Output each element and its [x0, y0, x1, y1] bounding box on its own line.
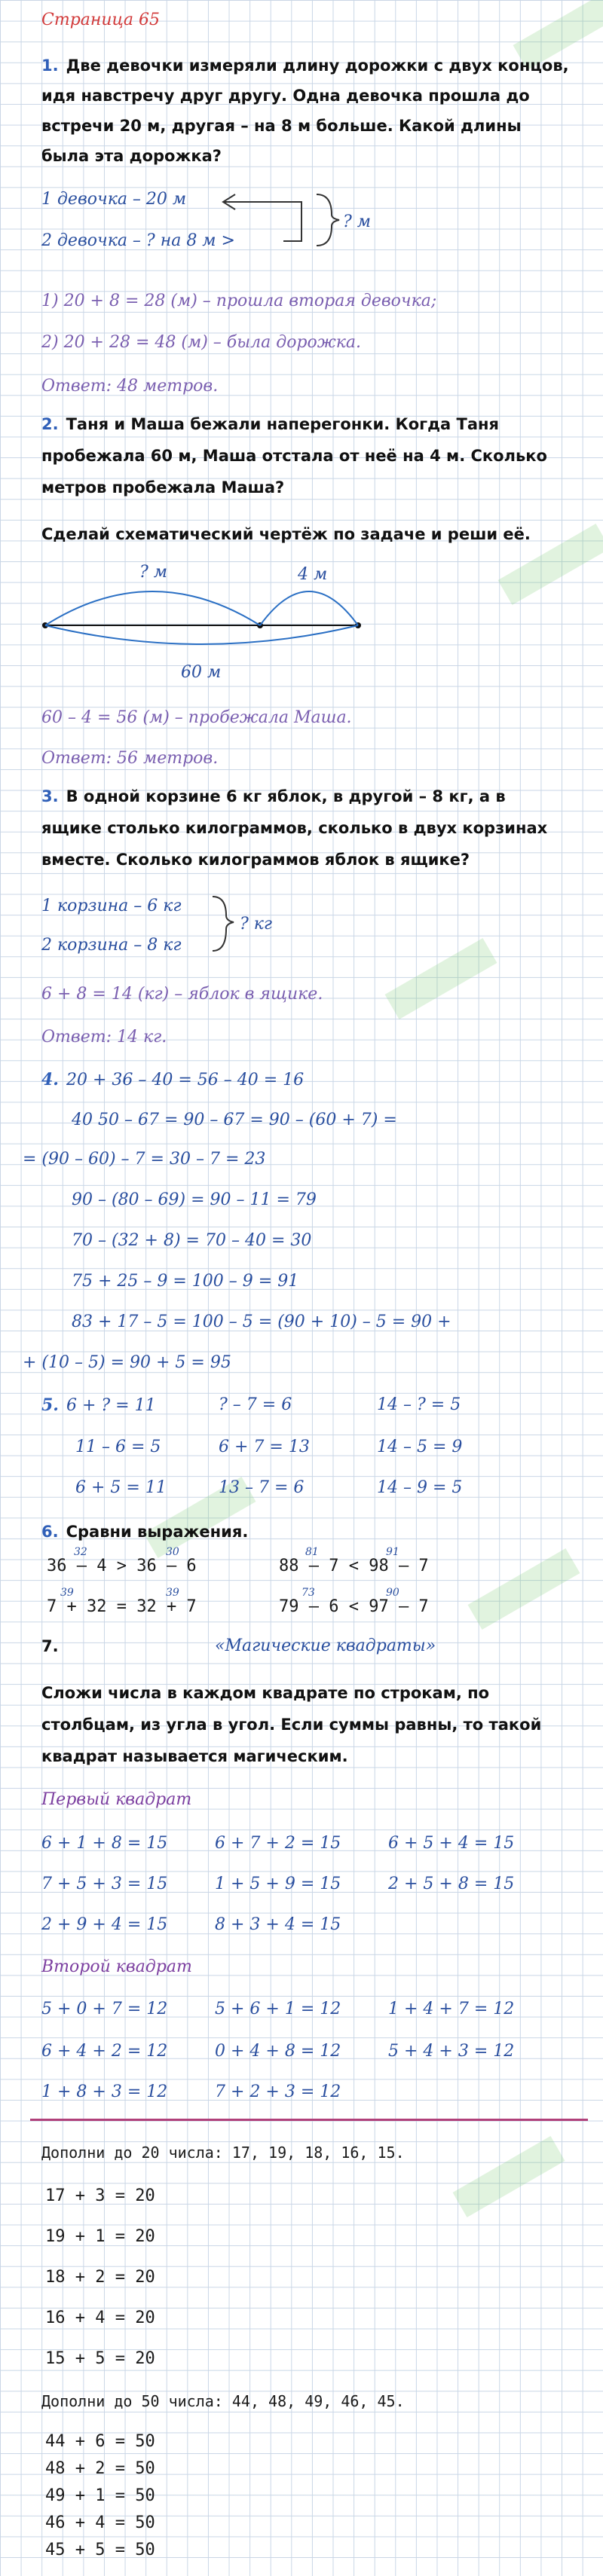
task3-scheme-total: ? кг [240, 915, 273, 934]
task3-line-3: вместе. Сколько килограммов яблок в ящике? [41, 851, 470, 869]
task2-answer: Ответ: 56 метров. [41, 749, 219, 768]
task1-scheme-2: 2 девочка – ? на 8 м > [41, 231, 235, 250]
task6-hint-5: 39 [60, 1587, 74, 1599]
task2-left-label: ? м [139, 563, 168, 582]
task2-number: 2. [41, 415, 59, 433]
task4-line-1: 4. 20 + 36 – 40 = 56 – 40 = 16 [41, 1070, 305, 1089]
square1-r1-c1: 6 + 1 + 8 = 15 [41, 1834, 168, 1853]
extra2-line-3: 49 + 1 = 50 [45, 2486, 155, 2505]
task1-step-2: 2) 20 + 28 = 48 (м) – была дорожка. [41, 333, 362, 352]
task4-line-3: = (90 – 60) – 7 = 30 – 7 = 23 [23, 1150, 266, 1169]
square2-r1-c3: 1 + 4 + 7 = 12 [388, 2000, 515, 2018]
task7-line-1: Сложи числа в каждом квадрате по строкам, по [41, 1684, 490, 1702]
extra2-line-5: 45 + 5 = 50 [45, 2541, 155, 2559]
task3-line-1: 3. В одной корзине 6 кг яблок, в другой – 8 кг, а в [41, 787, 506, 805]
square1-r2-c3: 2 + 5 + 8 = 15 [388, 1875, 515, 1893]
task6-number: 6. [41, 1523, 59, 1541]
task5-cell-1-1: 5. 6 + ? = 11 [41, 1395, 156, 1415]
task6-hint-7: 73 [302, 1587, 315, 1599]
task4-line-8: + (10 – 5) = 90 + 5 = 95 [23, 1353, 231, 1372]
task2-right-label: 4 м [298, 565, 328, 584]
task1-step-1: 1) 20 + 8 = 28 (м) – прошла вторая девочка; [41, 292, 437, 310]
task4-line-4: 90 – (80 – 69) = 90 – 11 = 79 [72, 1190, 317, 1209]
task1-scheme-total: ? м [343, 212, 372, 231]
task6-hint-6: 39 [166, 1587, 179, 1599]
square2-r2-c3: 5 + 4 + 3 = 12 [388, 2042, 515, 2061]
square1-r2-c1: 7 + 5 + 3 = 15 [41, 1875, 168, 1893]
task3-scheme-2: 2 корзина – 8 кг [41, 936, 182, 955]
task5-number: 5. [41, 1395, 59, 1415]
task3-bracket [0, 0, 603, 979]
task7-number: 7. [41, 1637, 59, 1655]
task6-title: 6. Сравни выражения. [41, 1523, 249, 1541]
extra2-line-1: 44 + 6 = 50 [45, 2432, 155, 2451]
task1-number: 1. [41, 57, 59, 75]
task4-line-6: 75 + 25 – 9 = 100 – 9 = 91 [72, 1272, 299, 1291]
task5-cell-2-2: 6 + 7 = 13 [219, 1438, 310, 1456]
task4-number: 4. [41, 1070, 59, 1089]
extra2-line-4: 46 + 4 = 50 [45, 2513, 155, 2532]
task7-heading: «Магические квадраты» [215, 1636, 436, 1655]
square1-label: Первый квадрат [41, 1790, 192, 1809]
task2-line-1: 2. Таня и Маша бежали наперегонки. Когда Таня [41, 415, 500, 433]
task1-line-1: 1. Две девочки измеряли длину дорожки с двух концов, [41, 57, 569, 75]
task3-line-2: ящике столько килограммов, сколько в двух корзинах [41, 819, 548, 837]
task6-hint-8: 90 [386, 1587, 399, 1599]
task7-line-2: столбцам, из угла в угол. Если суммы равны, то такой [41, 1716, 542, 1734]
square2-r1-c1: 5 + 0 + 7 = 12 [41, 2000, 168, 2018]
task1-answer: Ответ: 48 метров. [41, 377, 219, 396]
extra2-title: Дополни до 50 числа: 44, 48, 49, 46, 45. [41, 2392, 405, 2410]
extra1-line-1: 17 + 3 = 20 [45, 2186, 155, 2205]
square1-r3-c2: 8 + 3 + 4 = 15 [215, 1915, 341, 1934]
square2-r3-c2: 7 + 2 + 3 = 12 [215, 2082, 341, 2101]
section-divider [30, 2119, 588, 2121]
task5-cell-1-2: ? – 7 = 6 [219, 1395, 292, 1414]
task6-row-1-right: 88 – 7 < 98 – 7 [279, 1557, 429, 1575]
task3-solution: 6 + 8 = 14 (кг) – яблок в ящике. [41, 985, 323, 1004]
task3-answer: Ответ: 14 кг. [41, 1028, 167, 1047]
task2-total-label: 60 м [181, 663, 222, 682]
task4-line-5: 70 – (32 + 8) = 70 – 40 = 30 [72, 1231, 312, 1250]
task6-hint-4: 91 [386, 1546, 399, 1558]
square2-r2-c2: 0 + 4 + 8 = 12 [215, 2042, 341, 2061]
page-title: Страница 65 [41, 11, 161, 29]
task4-line-7: 83 + 17 – 5 = 100 – 5 = (90 + 10) – 5 = 90 + [72, 1312, 451, 1331]
extra1-line-5: 15 + 5 = 20 [45, 2349, 155, 2368]
square2-r3-c1: 1 + 8 + 3 = 12 [41, 2082, 168, 2101]
task5-cell-1-3: 14 – ? = 5 [377, 1395, 461, 1414]
square1-r1-c3: 6 + 5 + 4 = 15 [388, 1834, 515, 1853]
square2-label: Второй квадрат [41, 1957, 192, 1976]
task3-scheme-1: 1 корзина – 6 кг [41, 897, 182, 915]
extra1-line-3: 18 + 2 = 20 [45, 2268, 155, 2287]
square1-r3-c1: 2 + 9 + 4 = 15 [41, 1915, 168, 1934]
task6-row-2-left: 7 + 32 = 32 + 7 [47, 1597, 197, 1616]
task6-hint-3: 81 [305, 1546, 319, 1558]
task6-row-2-right: 79 – 6 < 97 – 7 [279, 1597, 429, 1616]
task6-row-1-left: 36 – 4 > 36 – 6 [47, 1557, 197, 1575]
task3-number: 3. [41, 787, 59, 805]
task2-line-3: метров пробежала Маша? [41, 478, 285, 497]
extra2-line-2: 48 + 2 = 50 [45, 2459, 155, 2478]
task6-hint-1: 32 [74, 1546, 87, 1558]
square2-r1-c2: 5 + 6 + 1 = 12 [215, 2000, 341, 2018]
task7-line-3: квадрат называется магическим. [41, 1747, 348, 1765]
task6-hint-2: 30 [166, 1546, 179, 1558]
task5-cell-3-2: 13 – 7 = 6 [219, 1478, 305, 1497]
task2-instruction: Сделай схематический чертёж по задаче и реши её. [41, 525, 531, 543]
task1-scheme-1: 1 девочка – 20 м [41, 190, 187, 209]
square1-r1-c2: 6 + 7 + 2 = 15 [215, 1834, 341, 1853]
square1-r2-c2: 1 + 5 + 9 = 15 [215, 1875, 341, 1893]
square2-r2-c1: 6 + 4 + 2 = 12 [41, 2042, 168, 2061]
task1-line-2: идя навстречу друг другу. Одна девочка прошла до [41, 87, 530, 105]
task5-cell-2-3: 14 – 5 = 9 [377, 1438, 463, 1456]
task5-cell-3-1: 6 + 5 = 11 [75, 1478, 167, 1497]
task5-cell-2-1: 11 – 6 = 5 [75, 1438, 161, 1456]
task4-line-2: 40 50 – 67 = 90 – 67 = 90 – (60 + 7) = [72, 1111, 397, 1129]
task1-line-3: встречи 20 м, другая – на 8 м больше. Какой длины [41, 117, 522, 135]
extra1-title: Дополни до 20 числа: 17, 19, 18, 16, 15. [41, 2144, 405, 2162]
task2-line-2: пробежала 60 м, Маша отстала от неё на 4 м. Сколько [41, 447, 547, 465]
task2-solution: 60 – 4 = 56 (м) – пробежала Маша. [41, 708, 352, 727]
extra1-line-2: 19 + 1 = 20 [45, 2227, 155, 2246]
task5-cell-3-3: 14 – 9 = 5 [377, 1478, 463, 1497]
extra1-line-4: 16 + 4 = 20 [45, 2309, 155, 2327]
task1-line-4: была эта дорожка? [41, 147, 222, 165]
